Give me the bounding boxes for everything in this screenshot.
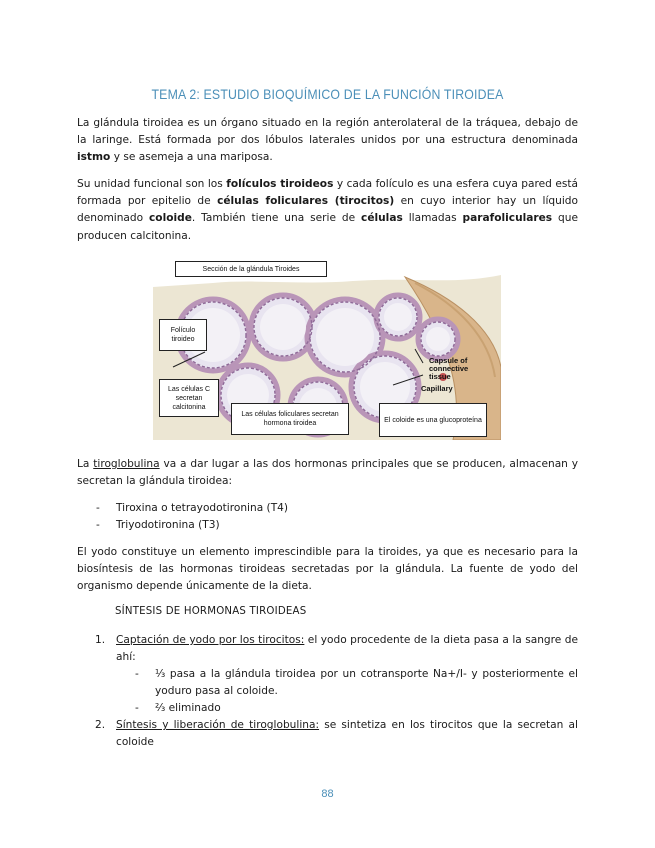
list-item xyxy=(95,666,578,700)
list-item xyxy=(95,632,578,717)
step-body xyxy=(95,632,578,666)
step-text: se sintetiza en los tirocitos que la secretan al coloide xyxy=(116,719,578,748)
bold-term: parafoliculares xyxy=(462,212,553,225)
text-run: Su unidad funcional son los xyxy=(77,178,227,190)
bold-term: coloide xyxy=(149,212,192,225)
step-text: el yodo procedente de la dieta pasa a la sangre de ahí: xyxy=(116,634,578,663)
bullet-dash: - xyxy=(135,668,139,680)
list-item xyxy=(95,717,578,751)
bold-term: folículos tiroideos xyxy=(226,178,334,190)
list-item xyxy=(95,700,578,717)
label-capsule: Capsule of connective tissue xyxy=(429,356,469,381)
text-run: que producen calcitonina. xyxy=(77,212,578,242)
iodine-paragraph: El yodo constituye un elemento imprescindible para la tiroides, ya que es necesario para la biosíntesis de las hormonas tiroideas secretadas por la glándula. La fuente de yodo del organismo depende únicamente de la dieta. xyxy=(77,546,578,593)
step-title: Síntesis y liberación de tiroglobulina: xyxy=(116,719,320,731)
step-number: 2. xyxy=(95,719,106,731)
step-title: Captación de yodo por los tirocitos: xyxy=(116,634,305,646)
page-title: TEMA 2: ESTUDIO BIOQUÍMICO DE LA FUNCIÓN TIROIDEA xyxy=(151,86,504,102)
label-follicle: Folículo tiroideo xyxy=(159,319,207,351)
follicle-paragraph xyxy=(77,176,578,245)
bullet-dash: - xyxy=(96,519,100,531)
list-item-text: Triyodotironina (T3) xyxy=(116,519,220,531)
bold-term: istmo xyxy=(77,151,111,164)
list-item-text: ⅔ eliminado xyxy=(155,702,221,714)
text-run: y se asemeja a una mariposa. xyxy=(110,151,273,164)
synthesis-step-2 xyxy=(95,717,578,751)
text-run: La glándula tiroidea es un órgano situado en la región anterolateral de la tráquea, debajo de la laringe. Está formada por dos lóbulos laterales unidos por una estructura denominada xyxy=(77,117,578,147)
bold-term: células xyxy=(361,212,403,225)
bullet-dash: - xyxy=(96,502,100,514)
thyroid-follicle-figure xyxy=(153,257,501,440)
list-item xyxy=(96,517,288,534)
label-colloid: El coloide es una glucoproteína xyxy=(379,403,487,437)
hormone-list xyxy=(96,500,288,534)
synthesis-heading: SÍNTESIS DE HORMONAS TIROIDEAS xyxy=(115,606,307,617)
step-sublist xyxy=(95,666,578,717)
text-run: y cada folículo es una esfera cuya pared está formada por epitelio de xyxy=(77,178,579,208)
text-run: llamadas xyxy=(402,212,463,225)
list-item-text: ⅓ pasa a la glándula tiroidea por un cotransporte Na+/I- y posteriormente el yoduro pasa al coloide. xyxy=(155,668,578,697)
underlined-term: tiroglobulina xyxy=(93,458,160,470)
label-follicular-cells: Las células foliculares secretan hormona tiroidea xyxy=(231,403,349,435)
label-capillary: Capillary xyxy=(421,384,453,393)
text-run: . También tiene una serie de xyxy=(191,212,362,225)
list-item-text: Tiroxina o tetrayodotironina (T4) xyxy=(116,502,289,514)
tiroglobulina-paragraph xyxy=(77,456,578,490)
label-gland-section: Sección de la glándula Tiroides xyxy=(175,261,327,277)
page-number: 88 xyxy=(321,788,334,800)
step-number: 1. xyxy=(95,634,106,646)
step-body xyxy=(95,717,578,751)
intro-paragraph xyxy=(77,115,578,167)
synthesis-step-1 xyxy=(95,632,578,717)
list-item xyxy=(96,500,288,517)
text-run: La xyxy=(77,458,94,470)
text-run: va a dar lugar a las dos hormonas principales que se producen, almacenan y secretan la glándula tiroidea: xyxy=(77,458,578,488)
bold-term: células foliculares (tirocitos) xyxy=(217,195,395,208)
label-c-cells: Las células C secretan calcitonina xyxy=(159,379,219,417)
bullet-dash: - xyxy=(135,702,139,714)
text-run: en cuyo interior hay un líquido denominado xyxy=(77,195,578,225)
